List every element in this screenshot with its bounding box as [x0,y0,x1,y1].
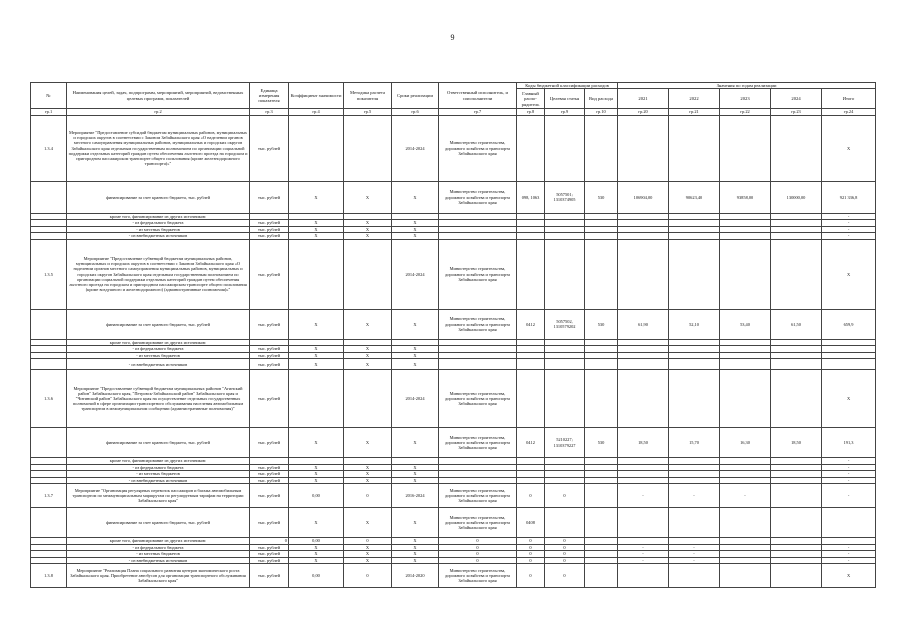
colnum: гр.21 [669,109,720,115]
measure-description: Мероприятие "Реализация Плана социального развития центров экономического роста Забайкальского края. Приобретение автобусов для организации транспортного обслуживания Забайкальского края" [67,564,250,588]
x-cell: X [289,557,344,564]
dash-cell: - [618,557,669,564]
dash-cell: - [822,464,876,471]
row-number: 1.3.7 [31,484,67,508]
x-cell: X [344,477,392,484]
executor-cell: Министерство строительства, дорожного хозяйства и транспорта Забайкальского края [439,564,517,588]
x-cell: X [289,352,344,359]
unit-cell: тыс. рублей [250,220,289,227]
empty-cell [669,115,720,181]
x-cell: X [392,471,439,478]
dash-cell: - [669,557,720,564]
zero-cell: 0 [439,557,517,564]
grbs-cell: 098, 1063 [517,181,545,213]
unit-cell: тыс. рублей [250,233,289,240]
method-cell: 0 [344,484,392,508]
empty-cell [31,181,67,213]
dash-cell: - [822,484,876,508]
finance-label: финансирование за счет краевого бюджета, тыс. рублей [67,428,250,458]
x-cell: X [392,220,439,227]
empty-cell [618,115,669,181]
method-cell: 0 [344,538,392,545]
cs-cell: 5057501; 1310374905 [545,181,585,213]
unit-cell: тыс. рублей [250,359,289,370]
coef-cell: X [289,428,344,458]
x-cell: X [392,557,439,564]
value-2024: 130000,00 [771,181,822,213]
table-row-1-3-4-finance [31,181,876,213]
table-row-1-3-8 [31,564,876,588]
dash-cell: - [822,477,876,484]
dash-cell: - [822,213,876,220]
table-row-1-3-7-finance [31,508,876,538]
other-sources-label: кроме того, финансирование из других источников: [67,339,250,346]
header-period: Сроки реализации [392,83,439,109]
value-total: 659,9 [822,309,876,339]
x-cell: X [289,544,344,551]
zero-cell: 0 [545,551,585,558]
cs-cell: 5210227; 1310379227 [545,428,585,458]
x-cell: X [289,233,344,240]
empty-cell [289,115,344,181]
x-cell: X [344,544,392,551]
colnum: гр.5 [344,109,392,115]
measure-description: Мероприятие "Предоставление субвенций бюджетам муниципальных районов, муниципальных и городских округов в соответствии с Законом Забайкальского края «О наделении органов местного самоуправления муниципальных районов, муниципальных и городских округов Забайкальского края отдельным государственным полномочием по организации социальной поддержки отдельных категорий граждан путем обеспечения льготного проезда на городском и пригородном пассажирском транспорте общего пользования (кроме воздушного и железнодорожного) (административные полномочия)»" [67,239,250,309]
table-row-1-3-6-finance [31,428,876,458]
coef-cell: X [289,508,344,538]
row-number: 1.3.5 [31,239,67,309]
other-sources-label: кроме того, финансирование из других источников: [67,538,250,545]
x-cell: X [392,551,439,558]
coef-cell: 0,00 [289,484,344,508]
offbudget-label: - из внебюджетных источников [67,359,250,370]
dash-cell: - [720,484,771,508]
value-2022: 90623,40 [669,181,720,213]
dash-cell: - [669,484,720,508]
unit-cell: тыс. рублей [250,471,289,478]
colnum: гр.24 [822,109,876,115]
zero-cell: 0 [517,551,545,558]
table-row-1-3-5 [31,239,876,309]
x-cell: X [289,471,344,478]
dash-cell: - [669,551,720,558]
method-cell: X [344,508,392,538]
colnum: гр.7 [439,109,517,115]
dash-cell: - [669,544,720,551]
value-2022: 15,70 [669,428,720,458]
unit-cell: тыс. рублей [250,115,289,181]
x-cell: X [344,359,392,370]
unit-cell: тыс. рублей [250,346,289,353]
x-cell: X [392,544,439,551]
cs-cell: 0 [545,564,585,588]
offbudget-label: - из внебюджетных источников [67,557,250,564]
period-cell: X [392,181,439,213]
empty-cell [344,115,392,181]
unit-cell: тыс. рублей [250,428,289,458]
colnum: гр.2 [67,109,250,115]
zero-cell: 0 [439,544,517,551]
local-label: - из местных бюджетов [67,551,250,558]
local-label: - из местных бюджетов [67,226,250,233]
colnum: гр.20 [618,109,669,115]
x-cell: X [289,220,344,227]
zero-cell: 0 [517,544,545,551]
x-cell: X [344,557,392,564]
offbudget-row [31,359,876,370]
unit-cell: тыс. рублей [250,309,289,339]
x-cell: X [289,346,344,353]
unit-cell: тыс. рублей [250,564,289,588]
x-cell: X [392,233,439,240]
row-number: 1.3.4 [31,115,67,181]
unit-cell: тыс. рублей [250,484,289,508]
federal-label: - из федерального бюджета [67,464,250,471]
total-cell: X [822,239,876,309]
executor-cell: Министерство строительства, дорожного хозяйства и транспорта Забайкальского края [439,239,517,309]
unit-cell: тыс. рублей [250,181,289,213]
unit-cell: тыс. рублей [250,477,289,484]
empty-cell [517,115,545,181]
grbs-cell: 0412 [517,428,545,458]
finance-label: финансирование за счет краевого бюджета, тыс. рублей [67,309,250,339]
dash-cell: - [618,484,669,508]
zero-cell: 0 [545,557,585,564]
finance-label: финансирование за счет краевого бюджета, тыс. рублей [67,181,250,213]
vr-cell: 530 [585,181,618,213]
x-cell: X [344,346,392,353]
other-sources-label: кроме того, финансирование из других источников: [67,458,250,465]
method-cell: X [344,181,392,213]
row-number: 1.3.8 [31,564,67,588]
unit-cell: тыс. рублей [250,557,289,564]
dash-cell: - [822,544,876,551]
dash-cell: - [822,226,876,233]
value-total: 921 336,8 [822,181,876,213]
colnum: гр.8 [517,109,545,115]
dash-cell: - [822,551,876,558]
x-cell: X [344,464,392,471]
table-row-1-3-7 [31,484,876,508]
offbudget-label: - из внебюджетных источников [67,477,250,484]
header-name: Наименования целей, задач, подпрограмм, мероприятий, мероприятий, ведомственных целевых программ, показателей [67,83,250,109]
zero-cell: 0 [545,538,585,545]
period-cell: 2014-2024 [392,239,439,309]
table-row-1-3-6 [31,370,876,428]
executor-cell: Министерство строительства, дорожного хозяйства и транспорта Забайкальского края [439,309,517,339]
executor-cell: Министерство строительства, дорожного хозяйства и транспорта Забайкальского края [439,508,517,538]
dash-cell: - [822,233,876,240]
other-sources-label: кроме того, финансирование из других источников: [67,213,250,220]
colnum: гр.3 [250,109,289,115]
unit-cell: тыс. рублей [250,352,289,359]
vr-cell: 530 [585,309,618,339]
header-row-1 [31,83,876,89]
vr-cell: 530 [585,428,618,458]
x-cell: X [344,226,392,233]
method-cell: 0 [344,564,392,588]
coef-cell: 0,00 [289,538,344,545]
empty-cell [545,115,585,181]
empty-cell [771,115,822,181]
x-cell: X [344,233,392,240]
header-unit: Единица измерения показателя [250,83,289,109]
x-cell: X [344,220,392,227]
x-cell: X [344,352,392,359]
dash-cell: - [822,458,876,465]
local-label: - из местных бюджетов [67,352,250,359]
zero-cell: 0 [517,538,545,545]
value-2021: 18,50 [618,428,669,458]
measure-description: Мероприятие "Организация регулярных перевозок пассажиров и багажа автомобильным транспортом по межмуниципальным маршрутам по регулируемым тарифам на территории Забайкальского края" [67,484,250,508]
value-2023: 53,40 [720,309,771,339]
page-number: 9 [450,33,455,42]
header-year-2023: 2023 [720,89,771,109]
x-cell: X [289,226,344,233]
total-cell: X [822,564,876,588]
dash-cell: - [618,551,669,558]
x-cell: X [392,359,439,370]
dash-cell: - [822,557,876,564]
colnum: гр.4 [289,109,344,115]
header-values: Значения по годам реализации [618,83,876,89]
header-num: № [31,83,67,109]
federal-label: - из федерального бюджета [67,346,250,353]
federal-label: - из федерального бюджета [67,544,250,551]
method-cell: X [344,309,392,339]
executor-cell: Министерство строительства, дорожного хозяйства и транспорта Забайкальского края [439,484,517,508]
value-2024: 61,50 [771,309,822,339]
period-cell: X [392,309,439,339]
header-total: Итого [822,89,876,109]
colnum: гр.6 [392,109,439,115]
value-total: 191,3 [822,428,876,458]
x-cell: X [392,352,439,359]
header-vr: Вид расхода [585,89,618,109]
empty-cell [720,115,771,181]
x-cell: X [344,471,392,478]
executor-cell: Министерство строительства, дорожного хозяйства и транспорта Забайкальского края [439,115,517,181]
x-cell: X [392,346,439,353]
x-cell: X [392,464,439,471]
period-cell: X [392,428,439,458]
header-coef: Коэффициент значимости [289,83,344,109]
total-cell: X [822,370,876,428]
value-2022: 52,10 [669,309,720,339]
finance-label: финансирование за счет краевого бюджета, тыс. рублей [67,508,250,538]
colnum: гр.9 [545,109,585,115]
executor-cell: Министерство строительства, дорожного хозяйства и транспорта Забайкальского края [439,428,517,458]
cs-cell: 0 [545,484,585,508]
unit-cell: тыс. рублей [250,508,289,538]
x-cell: X [289,551,344,558]
period-cell: 2016-2024 [392,484,439,508]
grbs-cell: 0 [517,484,545,508]
coef-cell: X [289,309,344,339]
measure-description: Мероприятие "Предоставление субсидий бюджетам муниципальных районов, муниципальных и городских округов в соответствии с Законом Забайкальского края «О наделении органов местного самоуправления муниципальных районов, муниципальных и городских округов Забайкальского края отдельным государственным полномочием по организации социальной поддержки отдельных категорий граждан путем обеспечения льготного проезда на городском и пригородном пассажирском транспорте общего пользования (кроме железнодорожного транспорта)»" [67,115,250,181]
unit-cell: тыс. рублей [250,226,289,233]
colnum: гр.23 [771,109,822,115]
cs-cell: 5057502, 1310579202 [545,309,585,339]
x-cell: X [289,464,344,471]
zero-cell: 0 [517,557,545,564]
table-row-1-3-4 [31,115,876,181]
grbs-cell: 0412 [517,309,545,339]
total-cell: X [822,115,876,181]
dash-cell: - [618,544,669,551]
grbs-cell: 0408 [517,508,545,538]
unit-cell: 0 [250,538,289,545]
row-number: 1.3.6 [31,370,67,428]
method-cell: X [344,428,392,458]
colnum: гр.22 [720,109,771,115]
local-label: - из местных бюджетов [67,471,250,478]
header-codes: Коды бюджетной классификации расходов [517,83,618,89]
unit-cell: тыс. рублей [250,544,289,551]
x-cell: X [289,477,344,484]
header-executor: Ответственный исполнитель, и соисполнители [439,83,517,109]
value-2021: 61,90 [618,309,669,339]
coef-cell: 0,00 [289,564,344,588]
value-2021: 106904,00 [618,181,669,213]
dash-cell: - [822,220,876,227]
unit-cell: тыс. рублей [250,464,289,471]
period-cell: 2014-2020 [392,564,439,588]
zero-cell: 0 [439,551,517,558]
unit-cell: тыс. рублей [250,551,289,558]
header-grbs: Главный распо-рядитель [517,89,545,109]
executor-cell: Министерство строительства, дорожного хозяйства и транспорта Забайкальского края [439,181,517,213]
empty-cell [585,115,618,181]
x-cell: X [392,538,439,545]
dash-cell: - [822,471,876,478]
header-method: Методика расчета показателя [344,83,392,109]
budget-table [30,82,876,588]
value-2023: 16,30 [720,428,771,458]
period-cell: 2014-2024 [392,370,439,428]
header-year-2024: 2024 [771,89,822,109]
header-cs: Целевая статья [545,89,585,109]
unit-cell: тыс. рублей [250,370,289,428]
x-cell: X [392,477,439,484]
colnum: гр.1 [31,109,67,115]
zero-cell: 0 [545,544,585,551]
offbudget-label: - из внебюджетных источников [67,233,250,240]
header-year-2022: 2022 [669,89,720,109]
coef-cell: X [289,181,344,213]
x-cell: X [344,551,392,558]
unit-cell: тыс. рублей [250,239,289,309]
period-cell: X [392,508,439,538]
table-row-1-3-5-finance [31,309,876,339]
executor-cell: Министерство строительства, дорожного хозяйства и транспорта Забайкальского края [439,370,517,428]
measure-description: Мероприятие "Предоставление субвенций бюджетам муниципальных районов "Агинский район" Забайкальского края, "Петровск-Забайкальский район" Забайкальского края и "Читинский район" Забайкальского края на осуществление отдельных государственных полномочий в сфере организации транспортного обслуживания населения автомобильным транспортом в межмуниципальном сообщении (административные полномочия)" [67,370,250,428]
x-cell: X [289,359,344,370]
value-2023: 93858,00 [720,181,771,213]
federal-label: - из федерального бюджета [67,220,250,227]
value-2024: 18,50 [771,428,822,458]
zero-cell: 0 [439,538,517,545]
header-year-2021: 2021 [618,89,669,109]
colnum: гр.10 [585,109,618,115]
period-cell: 2014-2024 [392,115,439,181]
x-cell: X [392,226,439,233]
grbs-cell: 0 [517,564,545,588]
